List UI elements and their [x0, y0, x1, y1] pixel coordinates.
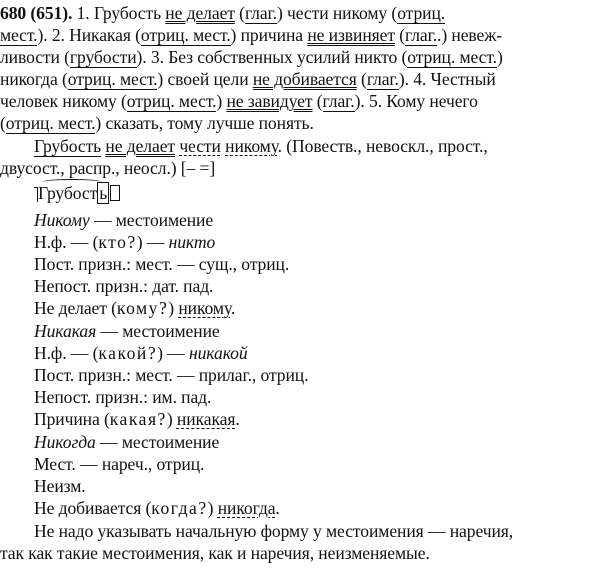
- exercise-text-line: мест.). 2. Никакая (отриц. мест.) причина не извиняет (глаг..) невеж-: [0, 25, 503, 45]
- parse-line: Непост. призн.: дат. пад.: [34, 276, 214, 296]
- parse-line: Никогда — местоимение: [34, 432, 220, 452]
- note-line: так как такие местоимения, как и наречия, неизменяемые.: [0, 543, 430, 563]
- predicate-word: не делает: [105, 136, 175, 156]
- sentence-analysis-line: двусост., распр., неосл.) [– =]: [0, 158, 216, 178]
- morpheme-analysis: Грубост ь: [34, 182, 120, 204]
- parse-line: Н.ф. — (какой?) — никакой: [34, 343, 248, 363]
- parse-line: Не добивается (когда?) никогда.: [34, 498, 280, 518]
- parse-line: Никому — местоимение: [34, 210, 214, 230]
- exercise-text-line: человек никому (отриц. мест.) не завидует (глаг.). 5. Кому нечего: [0, 91, 478, 111]
- subject-word: Грубость: [34, 136, 102, 156]
- parse-line: Неизм.: [34, 476, 86, 496]
- exercise-text-line: 680 (651). 1. Грубость не делает (глаг.) чести никому (отриц.: [0, 3, 446, 23]
- root-arc: [42, 179, 102, 185]
- exercise-text-line: ливости (грубости). 3. Без собственных усилий никто (отриц. мест.): [0, 47, 503, 67]
- parse-line: Никакая — местоимение: [34, 321, 220, 341]
- parse-line: Мест. — нареч., отриц.: [34, 454, 205, 474]
- sentence-analysis-line: Грубость не делает чести никому. (Повеств., невоскл., прост.,: [34, 136, 488, 156]
- exercise-number: 680 (651).: [0, 3, 73, 23]
- exercise-text-line: (отриц. мест.) сказать, тому лучше понять.: [0, 113, 314, 133]
- exercise-text-line: никогда (отриц. мест.) своей цели не добивается (глаг.). 4. Честный: [0, 69, 496, 89]
- parse-line: Не делает (кому?) никому.: [34, 298, 236, 318]
- note-line: Не надо указывать начальную форму у местоимения — наречия,: [34, 521, 514, 541]
- parse-line: Причина (какая?) никакая.: [34, 409, 240, 429]
- parse-line: Непост. призн.: им. пад.: [34, 387, 212, 407]
- zero-ending-box: [110, 185, 120, 201]
- parse-line: Пост. призн.: мест. — прилаг., отриц.: [34, 365, 309, 385]
- parse-line: Н.ф. — (кто?) — никто: [34, 232, 216, 252]
- parse-line: Пост. призн.: мест. — сущ., отриц.: [34, 254, 290, 274]
- ending-box: ь: [99, 183, 108, 203]
